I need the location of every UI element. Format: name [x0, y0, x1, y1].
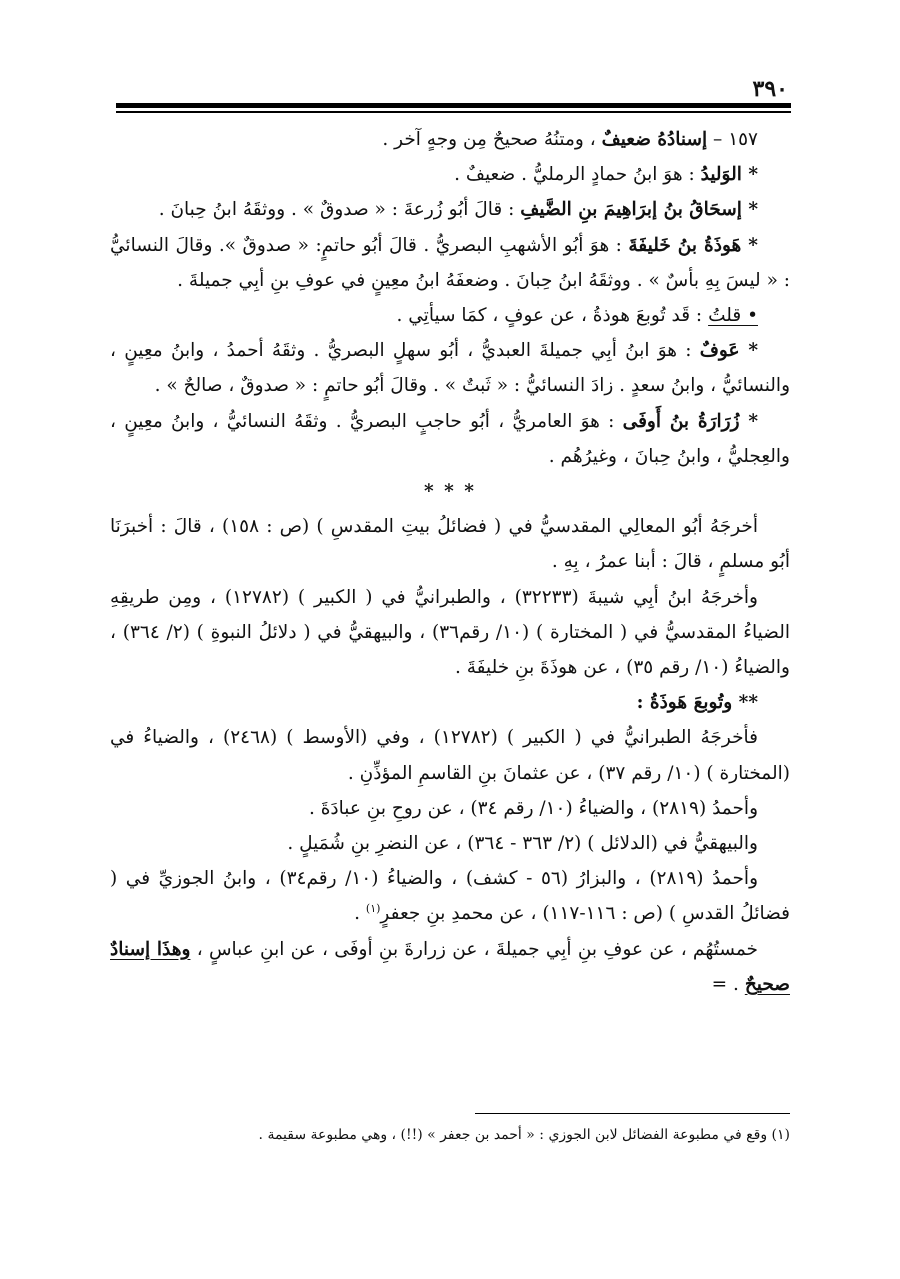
author-note-lead: • قلتُ	[708, 305, 758, 327]
hadith-number: ١٥٧ –	[707, 129, 758, 150]
corroboration-heading: ** وتُوبعَ هَوذَةُ :	[636, 692, 758, 714]
takhrij-paragraph-1: أخرجَهُ أبُو المعالِي المقدسيُّ في ( فضائلُ بيتِ المقدسِ ) (ص : ١٥٨) ، قالَ : أخبرَنَا أبُو مسلمٍ ، قالَ : أبنا عمرُ ، بِهِ .	[110, 516, 790, 573]
narrator-name: * الوَليدُ	[700, 164, 758, 186]
footnote-separator	[475, 1113, 790, 1114]
narrator-entry-awf: * عَوفٌ : هوَ ابنُ أبِي جميلةَ العبديُّ ، أبُو سهلٍ البصريُّ . وثقَهُ أحمدُ ، وابنُ معِينٍ ، والنسائيُّ ، وابنُ سعدٍ . زادَ النسائيُّ : « ثَبتٌ » . وقالَ أبُو حاتمٍ : « صدوقٌ ، صالحٌ » .	[110, 340, 790, 397]
page-number: ٣٩٠	[752, 76, 788, 102]
takhrij-paragraph-3: فأخرجَهُ الطبرانيُّ في ( الكبير ) (١٢٧٨٢) ، وفي (الأوسط ) (٢٤٦٨) ، والضياءُ في (المختارة ) (١٠/ رقم ٣٧) ، عن عثمانَ بنِ القاسمِ المؤذِّنِ .	[110, 727, 790, 784]
footnote: (١) وقع في مطبوعة الفضائل لابن الجوزي : « أحمد بن جعفر » (!!) ، وهي مطبوعة سقيمة .	[258, 1127, 790, 1143]
narrator-name: * زُرَارَةُ بنُ أَوفَى	[622, 410, 758, 432]
takhrij-paragraph-4: وأحمدُ (٢٨١٩) ، والضياءُ (١٠/ رقم ٣٤) ، عن روحِ بنِ عبادَةَ .	[308, 797, 758, 819]
main-text	[110, 122, 790, 1002]
narrator-entry-hawdha: * هَوذَةُ بنُ خَليفَةَ : هوَ أبُو الأشهبِ البصريُّ . قالَ أبُو حاتمٍ: « صدوقٌ ». وقالَ النسائيُّ : « ليسَ بِهِ بأسٌ » . ووثقَهُ ابنُ حِبانَ . وضعفَهُ ابنُ معِينٍ في عوفِ بنِ أبِي جميلةَ .	[110, 234, 790, 291]
takhrij-paragraph-2: وأخرجَهُ ابنُ أبِي شيبةَ (٣٢٢٣٣) ، والطبرانيُّ في ( الكبير ) (١٢٧٨٢) ، ومِن طريقِهِ الضياءُ المقدسيُّ في ( المختارة ) (١٠/ رقم٣٦) ، والبيهقيُّ في ( دلائلُ النبوةِ ) (٢/ ٣٦٤) ، والضياءُ (١٠/ رقم ٣٥) ، عن هوذَةَ بنِ خليفَةَ .	[110, 586, 790, 679]
grading-keyword: إسنادُهُ ضعيفٌ	[601, 129, 708, 150]
takhrij-paragraph-6: وأحمدُ (٢٨١٩) ، والبزارُ (٥٦ - كشف) ، والضياءُ (١٠/ رقم٣٤) ، وابنُ الجوزيِّ في ( فضائلُ القدسِ ) (ص : ١١٦-١١٧) ، عن محمدِ بنِ جعفرٍ$^{(١)}$ .	[110, 868, 790, 925]
narrator-entry-walid: * الوَليدُ : هوَ ابنُ حمادٍ الرمليُّ . ضعيفٌ .	[454, 164, 758, 186]
section-separator: * * *	[424, 481, 476, 503]
takhrij-paragraph-5: والبيهقيُّ في (الدلائل ) (٢/ ٣٦٣ - ٣٦٤) ، عن النضرِ بنِ شُمَيلٍ .	[287, 833, 758, 855]
narrator-entry-zurara: * زُرَارَةُ بنُ أَوفَى : هوَ العامريُّ ، أبُو حاجبٍ البصريُّ . وثقَهُ النسائيُّ ، وابنُ معِينٍ ، والعِجليُّ ، وابنُ حِبانَ ، وغيرُهُم .	[110, 410, 790, 467]
narrator-entry-ishaq: * إسحَاقُ بنُ إبرَاهِيمَ بنِ الضَّيفِ : قالَ أبُو زُرعةَ : « صدوقٌ » . ووثقَهُ ابنُ حِبانَ .	[158, 199, 758, 221]
header-rule-thick	[116, 103, 791, 108]
narrator-name: * عَوفٌ	[699, 340, 758, 362]
conclusion-paragraph: خمستُهُم ، عن عوفِ بنِ أبِي جميلةَ ، عن زرارةَ بنِ أوفَى ، عن ابنِ عباسٍ ، وهذَا إسنادٌ صحيحٌ . =	[110, 938, 790, 995]
author-note: • قلتُ : قَد تُوبعَ هوذةُ ، عن عوفٍ ، كمَا سيأتِي .	[396, 305, 758, 327]
narrator-name: * إسحَاقُ بنُ إبرَاهِيمَ بنِ الضَّيفِ	[520, 199, 758, 221]
header-rule-thin	[116, 111, 791, 113]
hadith-157-grading: ١٥٧ – إسنادُهُ ضعيفٌ ، ومتنُهُ صحيحٌ مِن وجهٍ آخر .	[382, 129, 758, 150]
footnote-marker: (١)	[365, 902, 381, 916]
narrator-name: * هَوذَةُ بنُ خَليفَةَ	[628, 234, 758, 256]
chain-verdict: وهذَا إسنادٌ صحيحٌ	[110, 938, 790, 995]
